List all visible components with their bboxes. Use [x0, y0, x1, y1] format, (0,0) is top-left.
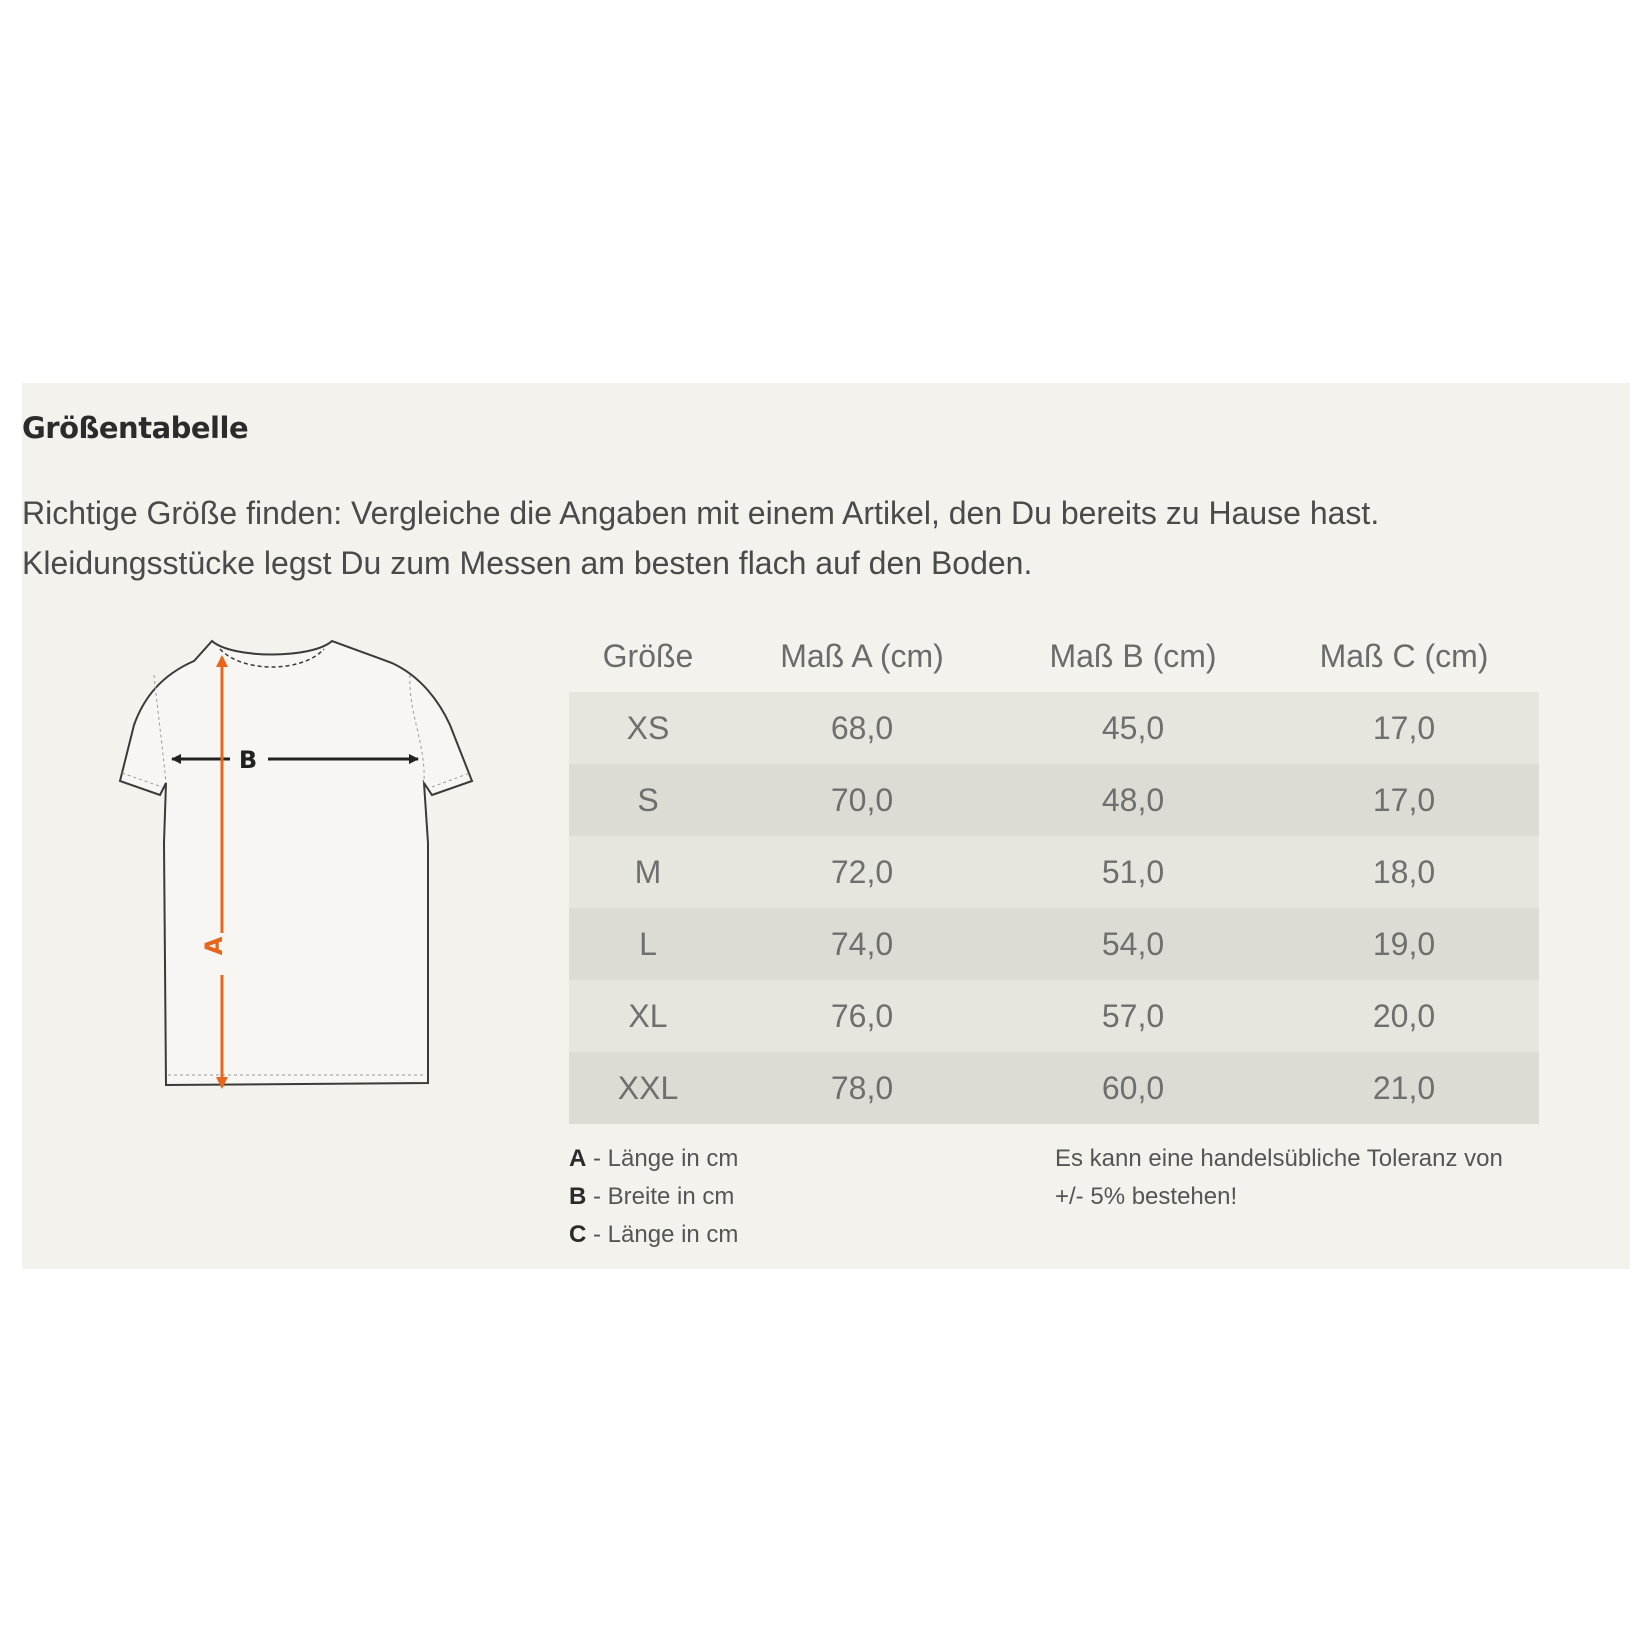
length-label-a: A — [200, 936, 228, 956]
legend-item-c — [569, 1216, 738, 1254]
measurement-legend — [569, 1140, 738, 1254]
cell-measure-a: 78,0 — [830, 1069, 894, 1106]
cell-measure-b: 54,0 — [1101, 925, 1165, 962]
table-header-row — [569, 620, 1539, 692]
cell-measure-a: 74,0 — [830, 925, 894, 962]
header-measure-c: Maß C (cm) — [1319, 637, 1489, 674]
cell-measure-c: 17,0 — [1372, 781, 1436, 818]
header-size: Größe — [602, 637, 694, 674]
intro-text — [22, 488, 1602, 588]
legend-text-c: - Länge in cm — [586, 1221, 739, 1248]
intro-line-2: Kleidungsstücke legst Du zum Messen am besten flach auf den Boden. — [22, 545, 1033, 581]
cell-measure-b: 51,0 — [1101, 853, 1165, 890]
size-chart-panel — [22, 383, 1630, 1269]
cell-measure-a: 68,0 — [830, 709, 894, 746]
cell-measure-c: 21,0 — [1372, 1069, 1436, 1106]
header-measure-b: Maß B (cm) — [1049, 637, 1217, 674]
legend-item-b — [569, 1178, 738, 1216]
intro-line-1: Richtige Größe finden: Vergleiche die Angaben mit einem Artikel, den Du bereits zu Hause hast. — [22, 495, 1380, 531]
cell-size: S — [637, 781, 659, 818]
legend-text-a: - Länge in cm — [586, 1145, 739, 1172]
cell-measure-c: 20,0 — [1372, 997, 1436, 1034]
cell-measure-c: 19,0 — [1372, 925, 1436, 962]
cell-measure-a: 72,0 — [830, 853, 894, 890]
cell-measure-a: 76,0 — [830, 997, 894, 1034]
cell-measure-c: 18,0 — [1372, 853, 1436, 890]
cell-size: XS — [626, 709, 670, 746]
cell-size: L — [639, 925, 657, 962]
header-measure-a: Maß A (cm) — [780, 637, 944, 674]
legend-item-a — [569, 1140, 738, 1178]
size-chart-title: Größentabelle — [22, 411, 249, 445]
cell-size: XXL — [617, 1069, 679, 1106]
tolerance-note-line-1: Es kann eine handelsübliche Toleranz von — [1055, 1145, 1503, 1172]
cell-measure-b: 60,0 — [1101, 1069, 1165, 1106]
cell-measure-b: 48,0 — [1101, 781, 1165, 818]
legend-key-a: A — [569, 1145, 587, 1172]
cell-measure-b: 45,0 — [1101, 709, 1165, 746]
tolerance-note-line-2: +/- 5% bestehen! — [1055, 1183, 1238, 1210]
table-row — [569, 764, 1539, 836]
table-row — [569, 836, 1539, 908]
legend-key-c: C — [569, 1221, 587, 1248]
table-row — [569, 980, 1539, 1052]
tshirt-outline — [120, 641, 472, 1085]
legend-text-b: - Breite in cm — [586, 1183, 735, 1210]
table-row — [569, 1052, 1539, 1124]
width-label-b: B — [238, 746, 258, 774]
table-row — [569, 908, 1539, 980]
legend-key-b: B — [569, 1183, 587, 1210]
cell-measure-a: 70,0 — [830, 781, 894, 818]
cell-size: XL — [628, 997, 668, 1034]
tolerance-note — [1055, 1140, 1535, 1216]
cell-size: M — [634, 853, 662, 890]
cell-measure-c: 17,0 — [1372, 709, 1436, 746]
size-table — [569, 620, 1539, 1124]
cell-measure-b: 57,0 — [1101, 997, 1165, 1034]
table-row — [569, 692, 1539, 764]
tshirt-measurement-diagram — [62, 633, 492, 1113]
